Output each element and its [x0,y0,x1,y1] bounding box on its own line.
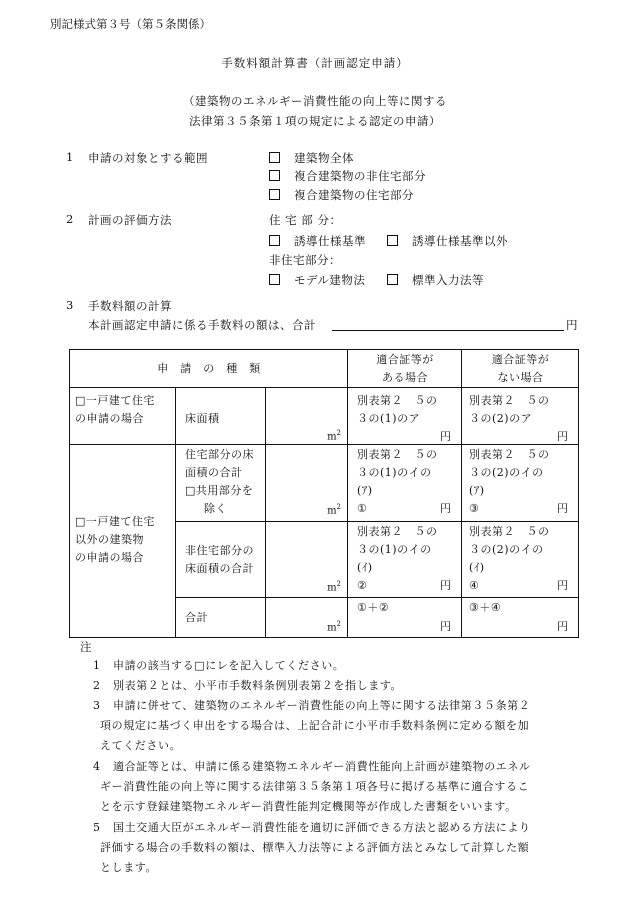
option-nonresidential-part[interactable]: 複合建築物の非住宅部分 [269,168,426,184]
note-5-line-2: 評価する場合の手数料の額は、標準入力法等による評価方法とみなして計算した額 [100,841,530,854]
note-3-line-3: えてください。 [100,739,182,752]
note-3-line-2: 項の規定に基づく申出をする場合は、上記合計に小平市手数料条例に定める額を加 [100,719,530,732]
total-fee-field[interactable] [332,330,564,331]
checkbox-icon[interactable] [387,274,398,285]
option-guided-spec[interactable]: 誘導仕様基準 [269,233,366,249]
section-2-number: 2 [66,212,74,226]
checkbox-icon[interactable] [269,152,280,163]
item-nonresidential-area: 非住宅部分の 床面積の合計 [176,522,266,598]
note-4-line-2: ギー消費性能の向上等に関する法律第３５条第１項各号に掲げる基準に適合するこ [100,780,530,793]
option-residential-part[interactable]: 複合建築物の住宅部分 [269,187,414,203]
option-guided-spec-other[interactable]: 誘導仕様基準以外 [387,233,508,249]
fee-with-cert-r3[interactable]: 別表第２ ５の ３の(1)のイの (ｲ) ② 円 [348,522,462,598]
note-5-line-3: とします。 [100,861,158,874]
fee-with-cert-r1[interactable]: 別表第２ ５の ３の(1)のア 円 [348,388,462,445]
checkbox-icon[interactable] [269,274,280,285]
document-title: 手数料額計算書（計画認定申請） [221,56,409,70]
note-4-number: 4 [93,760,101,773]
note-5-line-1: 国土交通大臣がエネルギー消費性能を適切に評価できる方法と認める方法により [113,821,531,834]
residential-area-input[interactable]: $m^2$ [266,445,348,522]
nonresidential-label: 非住宅部分： [269,253,341,267]
note-1-number: 1 [93,659,101,672]
note-3-line-1: 申請に併せて、建築物のエネルギー消費性能の向上等に関する法律第３５条第２ [113,699,531,712]
note-5-number: 5 [93,821,101,834]
header-with-certificate: 適合証等が ある場合 [348,350,462,388]
table-row-detached-house [70,388,579,445]
option-standard-input[interactable]: 標準入力法等 [387,272,484,288]
subtitle-line-2: 法律第３５条第１項の規定による認定の申請） [189,114,441,128]
section-2-label: 計画の評価方法 [88,213,172,227]
option-model-building[interactable]: モデル建物法 [269,272,365,288]
item-total: 合計 [176,598,266,638]
fee-with-cert-r2[interactable]: 別表第２ ５の ３の(1)のイの (ｱ) ① 円 [348,445,462,522]
note-3-number: 3 [93,699,101,712]
total-area-input[interactable]: $m^2$ [266,598,348,638]
fee-with-cert-total[interactable]: ①＋② 円 [348,598,462,638]
floor-area-input[interactable]: $m^2$ [266,388,348,445]
note-1-text: 申請の該当する□にレを記入してください。 [113,659,345,672]
checkbox-icon[interactable] [269,170,280,181]
form-number: 別記様式第３号（第５条関係） [50,17,211,31]
option-whole-building[interactable]: 建築物全体 [269,150,354,166]
fee-without-cert-r2[interactable]: 別表第２ ５の ３の(2)のイの (ｱ) ③ 円 [462,445,579,522]
nonresidential-area-input[interactable]: $m^2$ [266,522,348,598]
section-3-label: 手数料額の計算 [88,299,172,313]
fee-without-cert-r3[interactable]: 別表第２ ５の ３の(2)のイの (ｲ) ④ 円 [462,522,579,598]
checkbox-icon[interactable] [387,235,398,246]
fee-without-cert-total[interactable]: ③＋④ 円 [462,598,579,638]
note-2-text: 別表第２とは、小平市手数料条例別表第２を指します。 [113,679,403,692]
category-other-buildings[interactable]: □一戸建て住宅 以外の建築物 の申請の場合 [70,445,176,638]
fee-sentence: 本計画認定申請に係る手数料の額は、合計 [88,318,316,332]
checkbox-icon[interactable] [269,235,280,246]
fee-table [69,349,579,638]
table-row-residential-area [70,445,579,522]
section-1-number: 1 [66,150,74,164]
yen-unit: 円 [566,318,578,332]
checkbox-icon[interactable] [269,189,280,200]
notes-heading: 注 [80,640,92,654]
category-detached-house[interactable]: □一戸建て住宅 の申請の場合 [70,388,176,445]
residential-label: 住 宅 部 分： [269,213,342,227]
header-application-type: 申 請 の 種 類 [70,350,348,388]
section-3-number: 3 [66,298,74,312]
section-1-label: 申請の対象とする範囲 [88,151,208,165]
note-4-line-3: とを示す登録建築物エネルギー消費性能判定機関等が作成した書類をいいます。 [100,800,517,813]
note-4-line-1: 適合証等とは、申請に係る建築物エネルギー消費性能向上計画が建築物のエネル [113,760,531,773]
note-2-number: 2 [93,679,101,692]
header-without-certificate: 適合証等が ない場合 [462,350,579,388]
fee-without-cert-r1[interactable]: 別表第２ ５の ３の(2)のア 円 [462,388,579,445]
subtitle-line-1: （建築物のエネルギー消費性能の向上等に関する [183,94,447,108]
item-floor-area: 床面積 [176,388,266,445]
item-residential-area: 住宅部分の床 面積の合計 □共用部分を 除く [176,445,266,522]
